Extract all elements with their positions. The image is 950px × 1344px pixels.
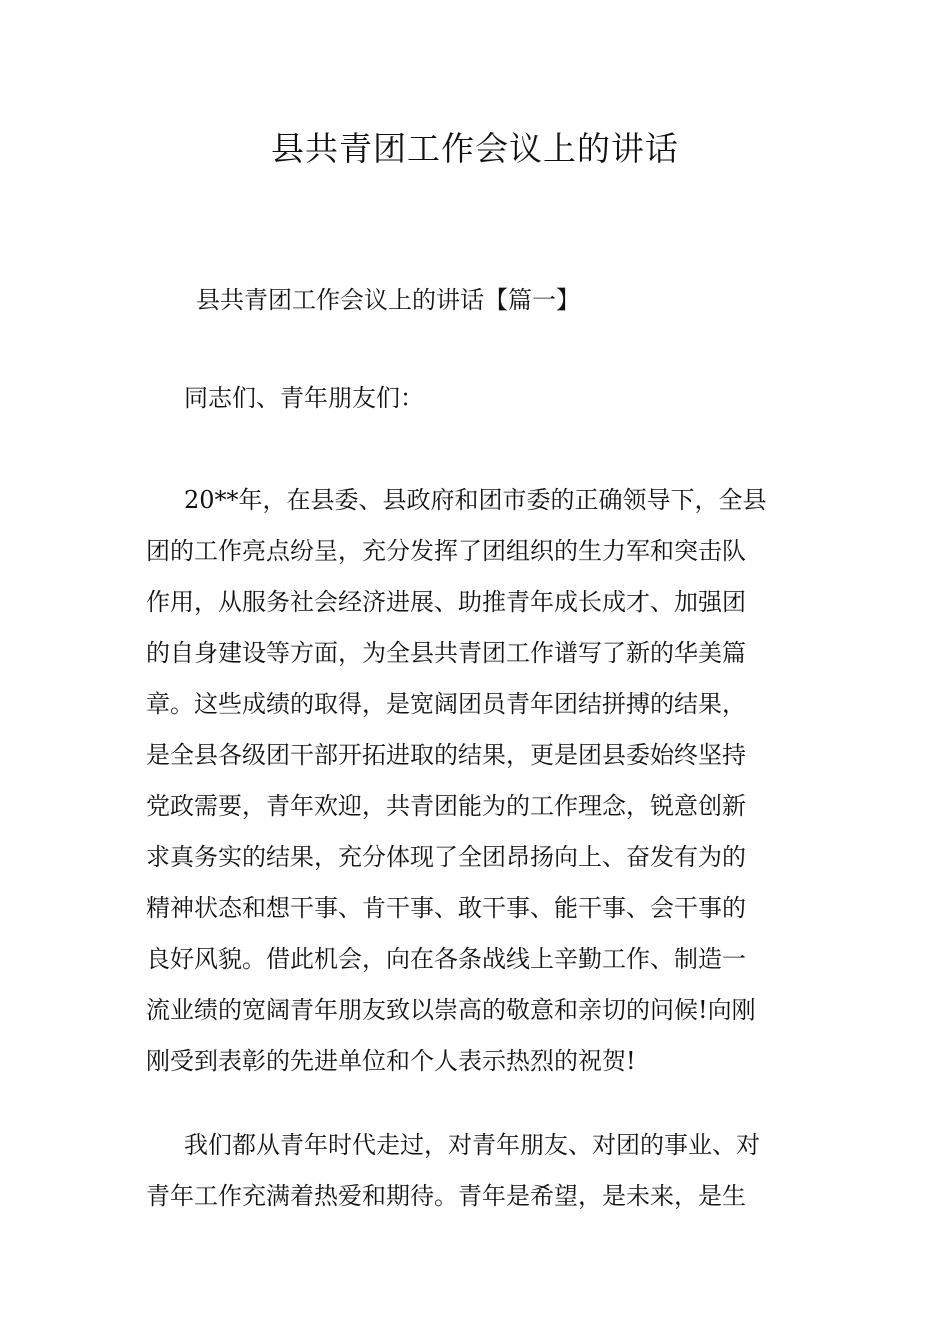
paragraph-line: 我们都从青年时代走过，对青年朋友、对团的事业、对	[184, 1131, 760, 1159]
paragraph-line: 党政需要，青年欢迎，共青团能为的工作理念，锐意创新	[146, 792, 746, 820]
paragraph-1	[146, 475, 806, 1087]
paragraph-line: 求真务实的结果，充分体现了全团昂扬向上、奋发有为的	[146, 843, 746, 871]
paragraph-line: 精神状态和想干事、肯干事、敢干事、能干事、会干事的	[146, 894, 746, 922]
paragraph-line: 青年工作充满着热爱和期待。青年是希望，是未来，是生	[146, 1182, 746, 1210]
paragraph-line: 20**年，在县委、县政府和团市委的正确领导下，全县	[184, 486, 767, 514]
paragraph-line: 刚受到表彰的先进单位和个人表示热烈的祝贺!	[146, 1047, 636, 1075]
paragraph-line: 流业绩的宽阔青年朋友致以崇高的敬意和亲切的问候!向刚	[146, 996, 756, 1024]
greeting-line: 同志们、青年朋友们：	[184, 384, 424, 412]
document-title: 县共青团工作会议上的讲话	[271, 129, 679, 168]
section-heading: 县共青团工作会议上的讲话【篇一】	[196, 286, 580, 314]
paragraph-line: 作用，从服务社会经济进展、助推青年成长成才、加强团	[146, 588, 746, 616]
paragraph-line: 良好风貌。借此机会，向在各条战线上辛勤工作、制造一	[146, 945, 746, 973]
paragraph-line: 章。这些成绩的取得，是宽阔团员青年团结拼搏的结果，	[146, 690, 746, 718]
paragraph-2	[146, 1120, 806, 1222]
paragraph-line: 是全县各级团干部开拓进取的结果，更是团县委始终坚持	[146, 741, 746, 769]
paragraph-line: 团的工作亮点纷呈，充分发挥了团组织的生力军和突击队	[146, 537, 746, 565]
paragraph-line: 的自身建设等方面，为全县共青团工作谱写了新的华美篇	[146, 639, 746, 667]
